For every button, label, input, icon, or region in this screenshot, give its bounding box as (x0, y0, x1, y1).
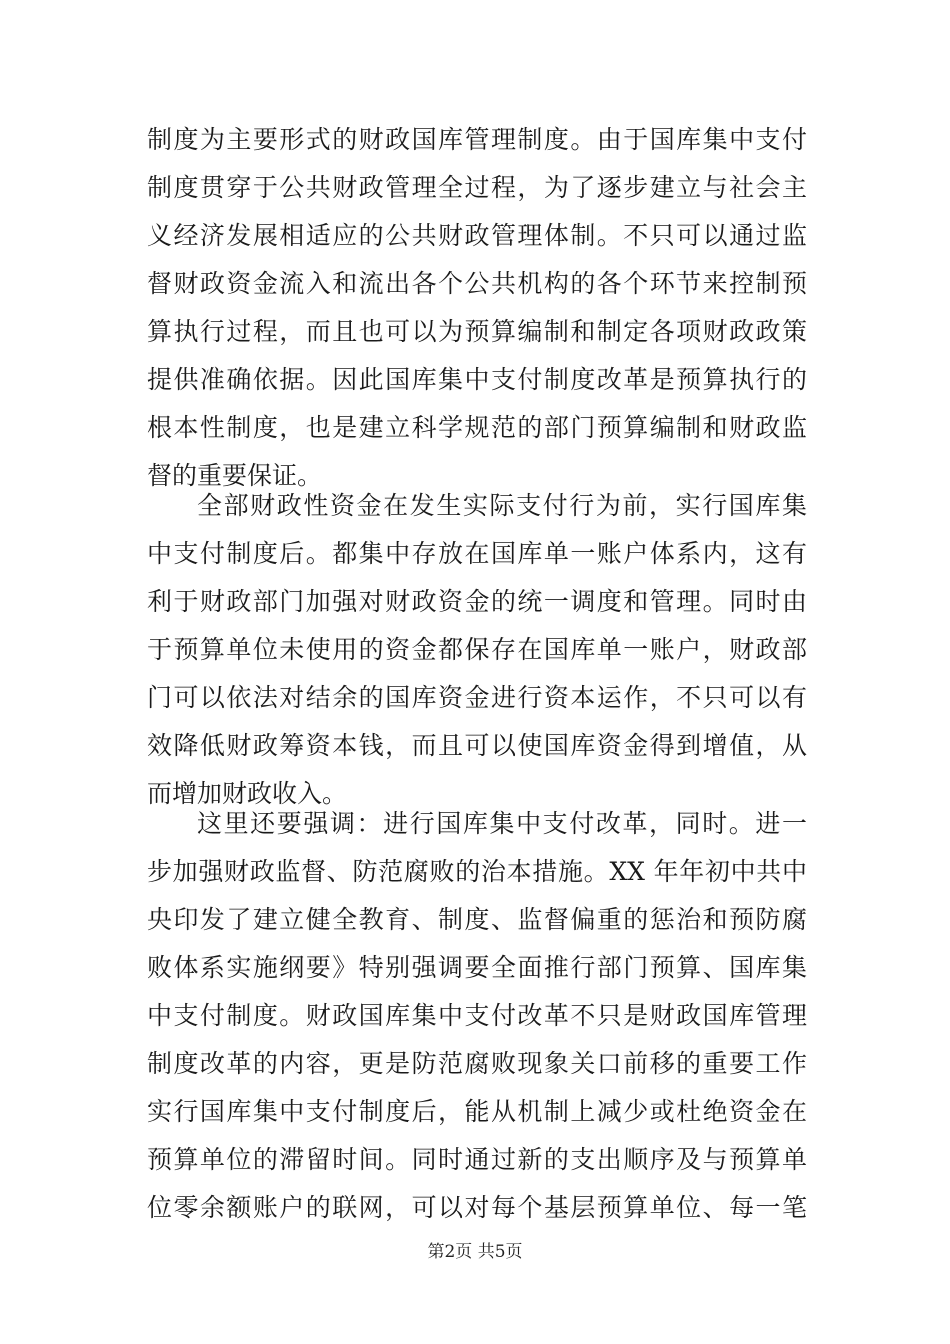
text-line: 位零余额账户的联网，可以对每个基层预算单位、每一笔 (147, 1193, 807, 1222)
text-line: 门可以依法对结余的国库资金进行资本运作，不只可以有 (147, 683, 807, 712)
text-line: 央印发了建立健全教育、制度、监督偏重的惩治和预防腐 (147, 905, 807, 934)
text-line: 中支付制度。财政国库集中支付改革不只是财政国库管理 (147, 1001, 807, 1030)
text-line: 步加强财政监督、防范腐败的治本措施。XX 年年初中共中 (147, 857, 807, 886)
text-line: 于预算单位未使用的资金都保存在国库单一账户，财政部 (147, 635, 807, 664)
text-line: 全部财政性资金在发生实际支付行为前，实行国库集 (197, 491, 807, 520)
text-line: 制度为主要形式的财政国库管理制度。由于国库集中支付 (147, 125, 807, 154)
text-line: 预算单位的滞留时间。同时通过新的支出顺序及与预算单 (147, 1145, 807, 1174)
text-line: 这里还要强调：进行国库集中支付改革，同时。进一 (197, 809, 807, 838)
text-line: 根本性制度，也是建立科学规范的部门预算编制和财政监 (147, 413, 807, 442)
text-line: 中支付制度后。都集中存放在国库单一账户体系内，这有 (147, 539, 807, 568)
text-line: 提供准确依据。因此国库集中支付制度改革是预算执行的 (147, 365, 807, 394)
text-line: 败体系实施纲要》特别强调要全面推行部门预算、国库集 (147, 953, 807, 982)
text-line: 义经济发展相适应的公共财政管理体制。不只可以通过监 (147, 221, 807, 250)
text-line: 而增加财政收入。 (147, 779, 348, 808)
text-line: 利于财政部门加强对财政资金的统一调度和管理。同时由 (147, 587, 807, 616)
page-number-footer: 第2页 共5页 (427, 1242, 523, 1262)
text-line: 制度贯穿于公共财政管理全过程，为了逐步建立与社会主 (147, 173, 807, 202)
text-line: 督财政资金流入和流出各个公共机构的各个环节来控制预 (147, 269, 807, 298)
text-line: 制度改革的内容，更是防范腐败现象关口前移的重要工作 (147, 1049, 807, 1078)
text-line: 效降低财政筹资本钱，而且可以使国库资金得到增值，从 (147, 731, 807, 760)
text-line: 督的重要保证。 (147, 461, 323, 490)
text-line: 算执行过程，而且也可以为预算编制和制定各项财政政策 (147, 317, 807, 346)
text-line: 实行国库集中支付制度后，能从机制上减少或杜绝资金在 (147, 1097, 807, 1126)
